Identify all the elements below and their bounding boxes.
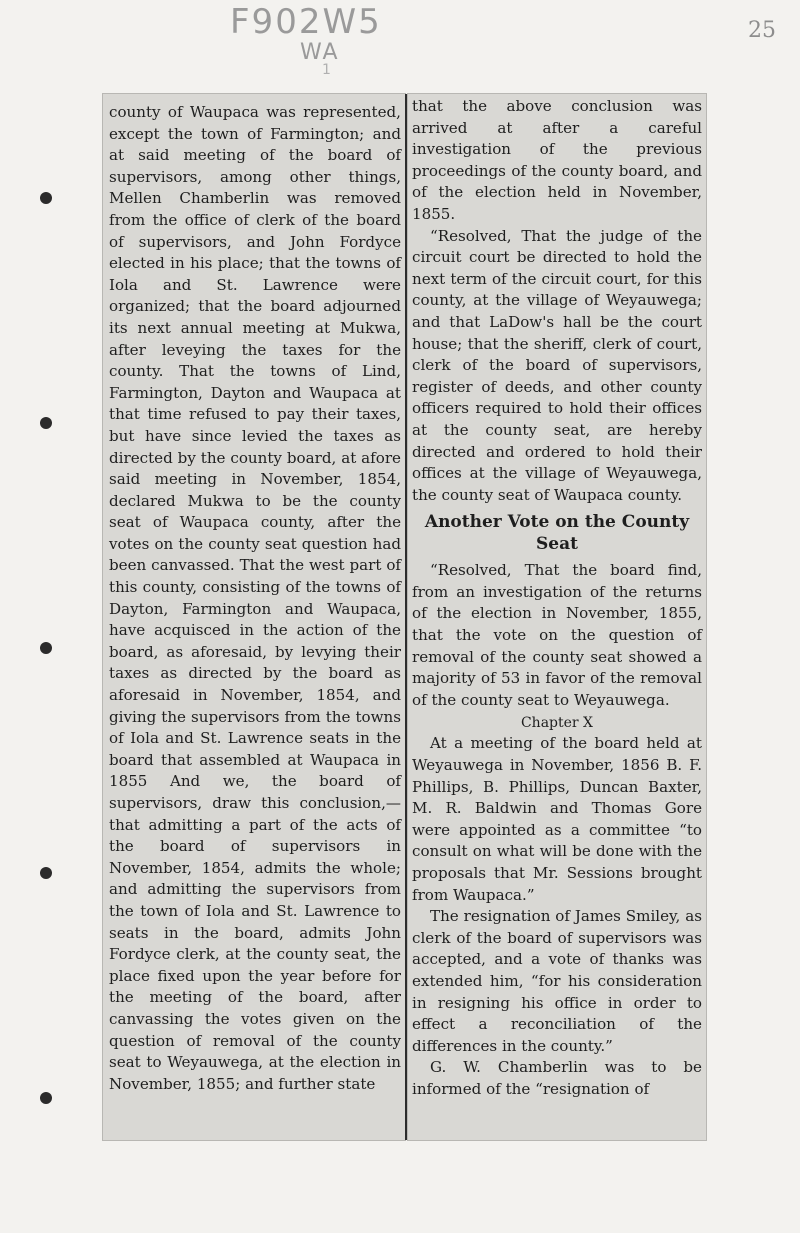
right-paragraph-3: “Resolved, That the board find, from an investigation of the returns of the election in November, 1855, that the vote on the question of removal of the county seat showed a majority of 53 in favor of the removal of the county seat to Weyauwega.	[412, 561, 702, 709]
binder-hole-1	[40, 192, 52, 204]
binder-hole-2	[40, 417, 52, 429]
right-paragraph-2: “Resolved, That the judge of the circuit court be directed to hold the next term of the circuit court, for this county, at the village of Weyauwega; and that LaDow's hall be the court house; that the sheriff, clerk of court, clerk of the board of supervisors, register of deeds, and other county officers required to hold their offices at the county seat, are hereby directed and ordered to hold their offices at the village of Weyauwega, the county seat of Waupaca county.	[412, 226, 702, 504]
right-paragraph-1: that the above conclusion was arrived at after a careful investigation of the previous proceedings of the county board, and of the election held in November, 1855.	[412, 97, 702, 223]
newspaper-clipping-left-column	[103, 94, 405, 1140]
right-paragraph-5: The resignation of James Smiley, as clerk of the board of supervisors was accepted, and a vote of thanks was extended him, “for his consideration in resigning his office in order to effect a reconciliation of the differences in the county.”	[412, 907, 702, 1055]
left-column-text: county of Waupaca was represented, except the town of Farmington; and at said meeting of the board of supervisors, among other things, Mellen Chamberlin was removed from the office of clerk of the board of supervisors, and John Fordyce elected in his place; that the towns of Iola and St. Lawrence were organized; that the board adjourned its next annual meeting at Mukwa, after leveying the taxes for the county. That the towns of Lind, Farmington, Dayton and Waupaca at that time refused to pay their taxes, but have since levied the taxes as directed by the county board, at afore said meeting in November, 1854, declared Mukwa to be the county seat of Waupaca county, after the votes on the county seat question had been canvassed. That the west part of this county, consisting of the towns of Dayton, Farmington and Waupaca, have acquisced in the action of the board, as aforesaid, by levying their taxes as directed by the board as aforesaid in November, 1854, and giving the supervisors from the towns of Iola and St. Lawrence seats in the board that assembled at Waupaca in 1855 And we, the board of supervisors, draw this conclusion,—that admitting a part of the acts of the board of supervisors in November, 1854, admits the whole; and admitting the supervisors from the town of Iola and St. Lawrence to seats in the board, admits John Fordyce clerk, at the county seat, the place fixed upon the year before for the meeting of the board, after canvassing the votes given on the question of removal of the county seat to Weyauwega, at the election in November, 1855; and further state	[109, 103, 401, 1093]
binder-hole-3	[40, 642, 52, 654]
handwritten-call-number: F902W5	[230, 2, 382, 42]
binder-hole-4	[40, 867, 52, 879]
chapter-title: Chapter X	[520, 715, 594, 732]
right-paragraph-6: G. W. Chamberlin was to be informed of the “resignation of	[412, 1058, 702, 1098]
section-heading: Another Vote on the County Seat	[424, 512, 690, 555]
handwritten-mark: 1	[322, 62, 333, 78]
page-number: 25	[748, 18, 776, 43]
binder-hole-5	[40, 1092, 52, 1104]
newspaper-clipping-right-column	[408, 94, 706, 1140]
right-paragraph-4: At a meeting of the board held at Weyauwega in November, 1856 B. F. Phillips, B. Phillips, Duncan Baxter, M. R. Baldwin and Thomas Gore were appointed as a committee “to consult on what will be done with the proposals that Mr. Sessions brought from Waupaca.”	[412, 734, 702, 904]
handwritten-call-sub: WA	[300, 40, 340, 65]
